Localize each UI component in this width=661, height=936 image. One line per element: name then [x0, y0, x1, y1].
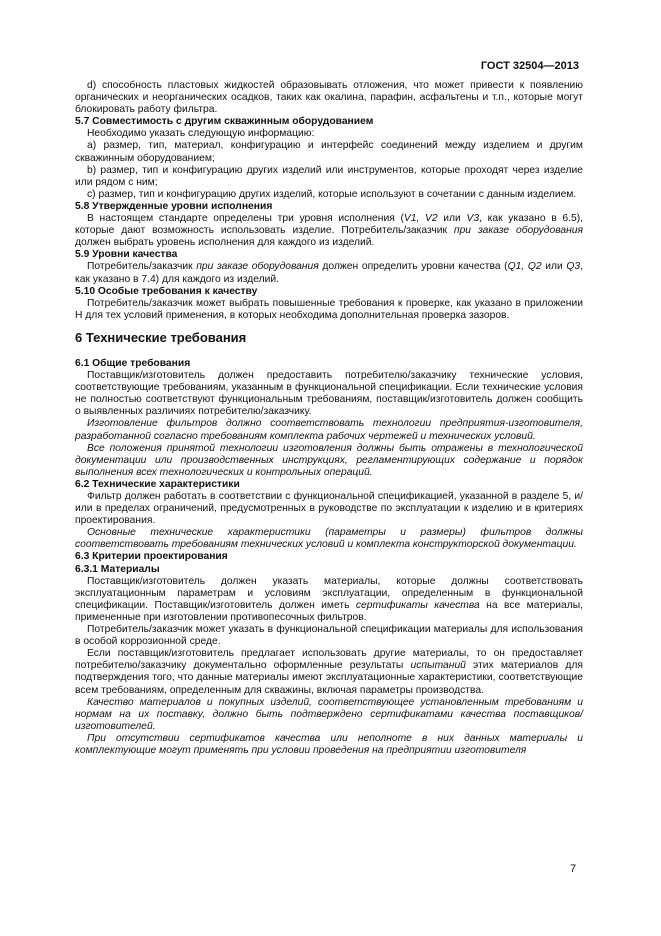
text-run: Потребитель/заказчик — [87, 261, 197, 273]
text-run: испытаний — [410, 660, 466, 672]
paragraph — [75, 697, 583, 733]
paragraph — [75, 213, 583, 249]
paragraph — [75, 491, 583, 527]
paragraph — [75, 418, 583, 442]
text-run: 6 Технические требования — [75, 329, 247, 345]
subsection-heading — [75, 358, 583, 370]
text-run: при заказе оборудования — [196, 261, 319, 273]
paragraph — [75, 128, 583, 140]
text-run: а) размер, тип, материал, конфигурацию и интерфейс соединений между изделием и другим скважинным оборудованием; — [75, 140, 583, 164]
text-run: Фильтр должен работать в соответствии с функциональной спецификацией, указанной в разделе 5, и/или в пределах ограничений, предусмотренных в руководстве по эксплуатации к изделию и в критериях проектирования. — [75, 491, 583, 527]
text-run: При отсутствии сертификатов качества или неполноте в них данных материалы и комплектующие могут применять при условии проведения на предприятии изготовителя — [75, 732, 583, 756]
text-run: Все положения принятой технологии изготовления должны быть отражены в технологической документации или производственных инструкциях, регламентирующих содержание и порядок выполнения всех технологических и контрольных операций. — [75, 442, 583, 478]
text-run: должен определить уровни качества ( — [318, 261, 508, 273]
paragraph — [75, 140, 583, 164]
text-run: Q3 — [566, 261, 581, 273]
text-run: , как указано в 7.4) для каждого из изделий. — [75, 261, 583, 285]
section-heading — [75, 329, 583, 345]
text-run: V3 — [466, 213, 480, 225]
text-run: 6.2 Технические характеристики — [75, 478, 240, 490]
text-run: Качество материалов и покупных изделий, соответствующее установленным требованиям и нормам на их поставку, должно быть подтверждено сертификатами качества поставщиков/изготовителей. — [75, 696, 583, 732]
subsection-heading — [75, 116, 583, 128]
text-run: Изготовление фильтров должно соответствовать технологии предприятия-изготовителя, разработанной согласно требованиям комплекта рабочих чертежей и технических условий. — [75, 418, 583, 442]
text-run: при заказе оборудования — [453, 225, 583, 237]
text-run: b) размер, тип и конфигурацию других изделий или инструментов, которые проходят через изделие или рядом с ним; — [75, 164, 583, 188]
subsection-heading — [75, 201, 583, 213]
subsection-heading — [75, 551, 583, 563]
paragraph — [75, 624, 583, 648]
text-run: Поставщик/изготовитель должен предоставить потребителю/заказчику технические условия, соответствующие требованиям, указанным в функциональной спецификации. Если технические условия не полностью соответствуют функциональным требованиям, поставщик/изготовитель должен сообщить о выявленных различиях потребителю/заказчику. — [75, 370, 583, 418]
text-run: или — [437, 213, 467, 225]
text-run: 5.9 Уровни качества — [75, 249, 178, 261]
text-run: Потребитель/заказчик может указать в функциональной спецификации материалы для использования в особой коррозионной среде. — [75, 624, 583, 648]
paragraph — [75, 576, 583, 624]
text-run: 6.1 Общие требования — [75, 357, 191, 369]
text-run: 5.10 Особые требования к качеству — [75, 285, 258, 297]
page-number: 7 — [570, 863, 577, 875]
paragraph — [75, 443, 583, 479]
text-run: Необходимо указать следующую информацию: — [87, 128, 315, 140]
text-run: должен выбрать уровень исполнения для каждого из изделий. — [75, 237, 375, 249]
text-run: , как указано в 6.5), которые дают возможность использовать изделие. Потребитель/заказчик — [75, 213, 583, 237]
text-run: Q1, Q2 — [507, 261, 542, 273]
text-run: этих материалов для подтверждения того, что данные материалы имеют эксплуатационные характеристики, соответствующие всем требованиям, определенным для скважины, включая параметры производства. — [75, 660, 583, 696]
subsection-heading — [75, 286, 583, 298]
text-run: сертификаты качества — [355, 599, 480, 611]
text-run: d) способность пластовых жидкостей образовывать отложения, что может привести к появлению органических и неорганических осадков, таких как окалина, парафин, асфальтены и т.п., которые могут блокировать работу фильтра. — [75, 80, 583, 116]
text-run: V1, V2 — [403, 213, 438, 225]
document-body — [75, 80, 583, 757]
paragraph — [75, 648, 583, 696]
text-run: 6.3.1 Материалы — [75, 563, 160, 575]
subsection-heading — [75, 479, 583, 491]
paragraph — [75, 189, 583, 201]
text-run: Потребитель/заказчик может выбрать повышенные требования к проверке, как указано в приложении H для тех условий применения, в которых необходима дополнительная проверка зазоров. — [75, 297, 583, 321]
text-run: В настоящем стандарте определены три уровня исполнения ( — [87, 213, 404, 225]
paragraph — [75, 80, 583, 116]
standard-header: ГОСТ 32504—2013 — [480, 60, 579, 72]
paragraph — [75, 527, 583, 551]
text-run: или — [541, 261, 567, 273]
text-run: на все материалы, примененные при изготовлении противопесочных фильтров. — [75, 599, 583, 623]
text-run: 5.8 Утвержденные уровни исполнения — [75, 200, 273, 212]
subsection-heading — [75, 249, 583, 261]
paragraph — [75, 165, 583, 189]
paragraph — [75, 733, 583, 757]
paragraph — [75, 261, 583, 285]
text-run: 6.3 Критерии проектирования — [75, 551, 228, 563]
text-run: Если поставщик/изготовитель предлагает использовать другие материалы, то он предоставляет потребителю/заказчику документально оформленные результаты — [75, 648, 583, 672]
paragraph — [75, 370, 583, 418]
text-run: 5.7 Совместимость с другим скважинным оборудованием — [75, 116, 374, 128]
subsection-heading — [75, 564, 583, 576]
paragraph — [75, 298, 583, 322]
text-run: c) размер, тип и конфигурацию других изделий, которые используют в сочетании с данным изделием. — [87, 188, 577, 200]
text-run: Поставщик/изготовитель должен указать материалы, которые должны соответствовать эксплуатационным параметрам и условиям эксплуатации, определенным в функциональной спецификации. Поставщик/изготовитель должен иметь — [75, 575, 583, 611]
text-run: Основные технические характеристики (параметры и размеры) фильтров должны соответствовать требованиям технических условий и комплекта конструкторской документации. — [75, 527, 583, 551]
